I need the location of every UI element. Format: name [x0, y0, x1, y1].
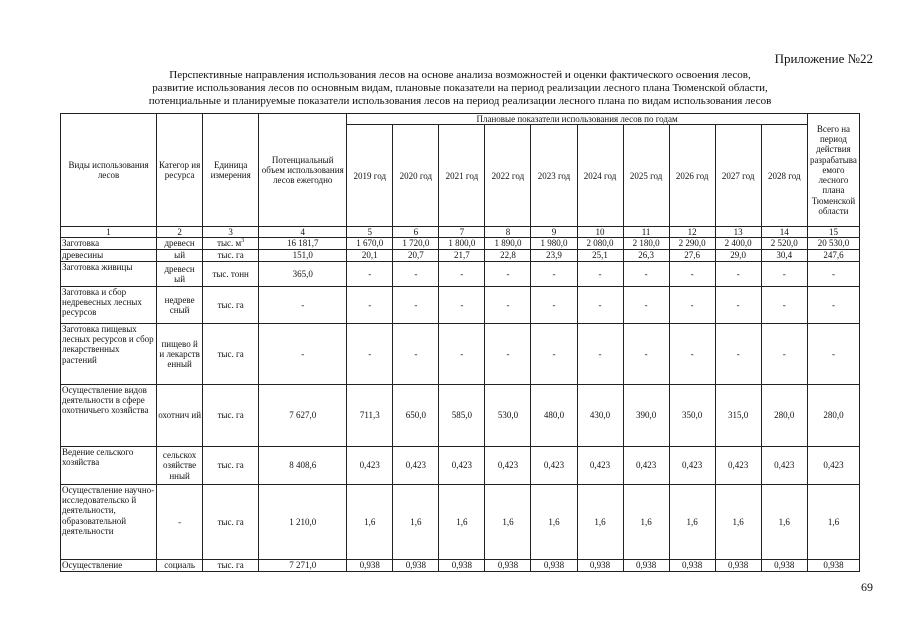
- column-number: 5: [347, 227, 393, 238]
- row-year-value: 1,6: [761, 485, 807, 560]
- row-kind: Заготовка живицы: [61, 262, 157, 287]
- row-total: -: [807, 324, 859, 385]
- row-year-value: -: [439, 324, 485, 385]
- row-year-value: 585,0: [439, 385, 485, 447]
- row-year-value: 1 670,0: [347, 238, 393, 250]
- row-category: недреве сный: [157, 287, 203, 324]
- row-year-value: 0,938: [577, 560, 623, 572]
- row-year-value: 1,6: [577, 485, 623, 560]
- column-number: 4: [259, 227, 347, 238]
- row-year-value: -: [715, 324, 761, 385]
- row-kind: Осуществление научно-исследовательско й деятельности, образовательной деятельности: [61, 485, 157, 560]
- column-number: 7: [439, 227, 485, 238]
- row-year-value: 0,423: [577, 447, 623, 485]
- row-year-value: 1 800,0: [439, 238, 485, 250]
- row-kind: Осуществление: [61, 560, 157, 572]
- row-total: 20 530,0: [807, 238, 859, 250]
- row-kind: Заготовка пищевых лесных ресурсов и сбор лекарственных растений: [61, 324, 157, 385]
- row-year-value: -: [715, 262, 761, 287]
- row-year-value: -: [577, 262, 623, 287]
- header-year: 2021 год: [439, 125, 485, 227]
- row-total: -: [807, 287, 859, 324]
- row-year-value: -: [347, 287, 393, 324]
- row-total: -: [807, 262, 859, 287]
- column-number: 13: [715, 227, 761, 238]
- row-total: 0,938: [807, 560, 859, 572]
- row-year-value: 20,7: [393, 250, 439, 262]
- row-kind: Заготовка: [61, 238, 157, 250]
- row-year-value: 27,6: [669, 250, 715, 262]
- unit-superscript: 3: [241, 238, 245, 245]
- row-year-value: 1 890,0: [485, 238, 531, 250]
- row-year-value: 0,423: [669, 447, 715, 485]
- row-unit: тыс. га: [203, 385, 259, 447]
- row-year-value: 29,0: [715, 250, 761, 262]
- row-unit: тыс. га: [203, 250, 259, 262]
- row-potential: 151,0: [259, 250, 347, 262]
- row-year-value: 0,938: [761, 560, 807, 572]
- row-category: древесн: [157, 238, 203, 250]
- row-year-value: 0,938: [531, 560, 577, 572]
- row-year-value: 20,1: [347, 250, 393, 262]
- header-unit: Единица измерения: [203, 114, 259, 227]
- row-category: пищево й и лекарств енный: [157, 324, 203, 385]
- row-year-value: 0,938: [393, 560, 439, 572]
- header-category: Категор ия ресурса: [157, 114, 203, 227]
- row-year-value: 21,7: [439, 250, 485, 262]
- header-year: 2028 год: [761, 125, 807, 227]
- row-year-value: 315,0: [715, 385, 761, 447]
- row-potential: 16 181,7: [259, 238, 347, 250]
- row-year-value: 650,0: [393, 385, 439, 447]
- row-year-value: 0,938: [439, 560, 485, 572]
- appendix-label: Приложение №22: [774, 51, 873, 66]
- row-category: сельскох озяйстве нный: [157, 447, 203, 485]
- row-year-value: -: [485, 287, 531, 324]
- column-number: 10: [577, 227, 623, 238]
- row-kind: Ведение сельского хозяйства: [61, 447, 157, 485]
- row-year-value: 0,423: [347, 447, 393, 485]
- page-number: 69: [861, 580, 873, 594]
- table-row: [61, 447, 860, 485]
- table-row: [61, 238, 860, 250]
- row-year-value: 23,9: [531, 250, 577, 262]
- column-number: 6: [393, 227, 439, 238]
- row-year-value: 0,423: [715, 447, 761, 485]
- row-year-value: 350,0: [669, 385, 715, 447]
- row-year-value: -: [669, 324, 715, 385]
- header-potential: Потенциальный объем использования лесов ежегодно: [259, 114, 347, 227]
- row-unit: тыс. га: [203, 447, 259, 485]
- row-category: -: [157, 485, 203, 560]
- table-row: [61, 287, 860, 324]
- row-year-value: 22,8: [485, 250, 531, 262]
- document-title: [60, 69, 860, 108]
- row-year-value: 0,423: [485, 447, 531, 485]
- row-category: древесн ый: [157, 262, 203, 287]
- row-year-value: -: [393, 287, 439, 324]
- header-total: Всего на период действия разрабатыва емого лесного плана Тюменской области: [807, 114, 859, 227]
- row-year-value: 26,3: [623, 250, 669, 262]
- row-year-value: 1,6: [669, 485, 715, 560]
- row-year-value: -: [485, 262, 531, 287]
- row-year-value: 1,6: [439, 485, 485, 560]
- column-number: 11: [623, 227, 669, 238]
- row-kind: Осуществление видов деятельности в сфере охотничьего хозяйства: [61, 385, 157, 447]
- row-year-value: 0,938: [715, 560, 761, 572]
- row-year-value: 2 520,0: [761, 238, 807, 250]
- row-category: охотнич ий: [157, 385, 203, 447]
- title-line: Перспективные направления использования лесов на основе анализа возможностей и оценки фактического освоения лесов,: [169, 69, 751, 81]
- row-year-value: 0,938: [669, 560, 715, 572]
- table-row: [61, 250, 860, 262]
- table-row: [61, 262, 860, 287]
- row-unit: тыс. га: [203, 560, 259, 572]
- row-year-value: -: [439, 262, 485, 287]
- row-year-value: 1 980,0: [531, 238, 577, 250]
- row-potential: 7 271,0: [259, 560, 347, 572]
- table-row: [61, 485, 860, 560]
- row-year-value: -: [531, 324, 577, 385]
- row-unit: тыс. га: [203, 324, 259, 385]
- row-year-value: -: [669, 262, 715, 287]
- row-year-value: 1,6: [485, 485, 531, 560]
- row-category: социаль: [157, 560, 203, 572]
- row-total: 247,6: [807, 250, 859, 262]
- row-year-value: 25,1: [577, 250, 623, 262]
- header-year: 2025 год: [623, 125, 669, 227]
- row-potential: 365,0: [259, 262, 347, 287]
- row-year-value: 2 180,0: [623, 238, 669, 250]
- row-year-value: 2 290,0: [669, 238, 715, 250]
- header-year: 2026 год: [669, 125, 715, 227]
- row-year-value: 280,0: [761, 385, 807, 447]
- row-unit: тыс. тонн: [203, 262, 259, 287]
- column-number: 15: [807, 227, 859, 238]
- row-year-value: 0,938: [623, 560, 669, 572]
- row-year-value: 0,423: [439, 447, 485, 485]
- row-year-value: -: [393, 324, 439, 385]
- unit-text: тыс. м: [217, 238, 242, 249]
- header-year: 2024 год: [577, 125, 623, 227]
- row-year-value: -: [623, 324, 669, 385]
- row-year-value: 1,6: [715, 485, 761, 560]
- row-unit: тыс. га: [203, 287, 259, 324]
- row-year-value: -: [393, 262, 439, 287]
- row-year-value: 0,423: [531, 447, 577, 485]
- row-category: ый: [157, 250, 203, 262]
- row-year-value: -: [347, 262, 393, 287]
- row-year-value: 1,6: [623, 485, 669, 560]
- column-number: 1: [61, 227, 157, 238]
- row-year-value: -: [669, 287, 715, 324]
- row-year-value: -: [577, 324, 623, 385]
- header-kind: Виды использования лесов: [61, 114, 157, 227]
- header-year: 2019 год: [347, 125, 393, 227]
- row-unit: тыс. га: [203, 485, 259, 560]
- row-year-value: 1,6: [347, 485, 393, 560]
- title-line: развитие использования лесов по основным видам, плановые показатели на период реализации лесного плана Тюменской области,: [152, 82, 768, 94]
- row-total: 280,0: [807, 385, 859, 447]
- table-row: [61, 324, 860, 385]
- row-year-value: 480,0: [531, 385, 577, 447]
- row-year-value: 711,3: [347, 385, 393, 447]
- row-year-value: -: [531, 287, 577, 324]
- row-unit: [203, 238, 259, 250]
- row-year-value: -: [761, 287, 807, 324]
- row-year-value: -: [761, 262, 807, 287]
- row-year-value: -: [485, 324, 531, 385]
- column-number: 8: [485, 227, 531, 238]
- row-year-value: 530,0: [485, 385, 531, 447]
- table-row: [61, 385, 860, 447]
- header-year: 2027 год: [715, 125, 761, 227]
- column-number: 12: [669, 227, 715, 238]
- row-potential: -: [259, 324, 347, 385]
- row-year-value: 0,938: [485, 560, 531, 572]
- column-number: 2: [157, 227, 203, 238]
- row-year-value: 0,423: [623, 447, 669, 485]
- forest-use-table: [60, 113, 860, 572]
- header-plan-group: Плановые показатели использования лесов по годам: [347, 114, 808, 125]
- row-year-value: 1,6: [393, 485, 439, 560]
- row-year-value: -: [715, 287, 761, 324]
- row-year-value: 390,0: [623, 385, 669, 447]
- row-potential: 1 210,0: [259, 485, 347, 560]
- row-year-value: -: [347, 324, 393, 385]
- row-year-value: 0,423: [761, 447, 807, 485]
- column-number: 9: [531, 227, 577, 238]
- table-row: [61, 560, 860, 572]
- row-total: 0,423: [807, 447, 859, 485]
- row-year-value: 30,4: [761, 250, 807, 262]
- column-number: 14: [761, 227, 807, 238]
- row-potential: -: [259, 287, 347, 324]
- row-year-value: 1,6: [531, 485, 577, 560]
- row-year-value: 2 400,0: [715, 238, 761, 250]
- row-year-value: -: [531, 262, 577, 287]
- row-year-value: -: [761, 324, 807, 385]
- row-potential: 8 408,6: [259, 447, 347, 485]
- row-year-value: -: [439, 287, 485, 324]
- row-year-value: 2 080,0: [577, 238, 623, 250]
- row-year-value: 1 720,0: [393, 238, 439, 250]
- row-year-value: -: [623, 287, 669, 324]
- title-line: потенциальные и планируемые показатели использования лесов на период реализации лесного плана по видам использования лесов: [148, 95, 772, 107]
- row-year-value: -: [577, 287, 623, 324]
- row-total: 1,6: [807, 485, 859, 560]
- row-year-value: 0,938: [347, 560, 393, 572]
- header-year: 2020 год: [393, 125, 439, 227]
- row-potential: 7 627,0: [259, 385, 347, 447]
- row-kind: Заготовка и сбор недревесных лесных ресурсов: [61, 287, 157, 324]
- header-year: 2023 год: [531, 125, 577, 227]
- column-number: 3: [203, 227, 259, 238]
- row-year-value: -: [623, 262, 669, 287]
- row-year-value: 0,423: [393, 447, 439, 485]
- row-kind: древесины: [61, 250, 157, 262]
- header-year: 2022 год: [485, 125, 531, 227]
- row-year-value: 430,0: [577, 385, 623, 447]
